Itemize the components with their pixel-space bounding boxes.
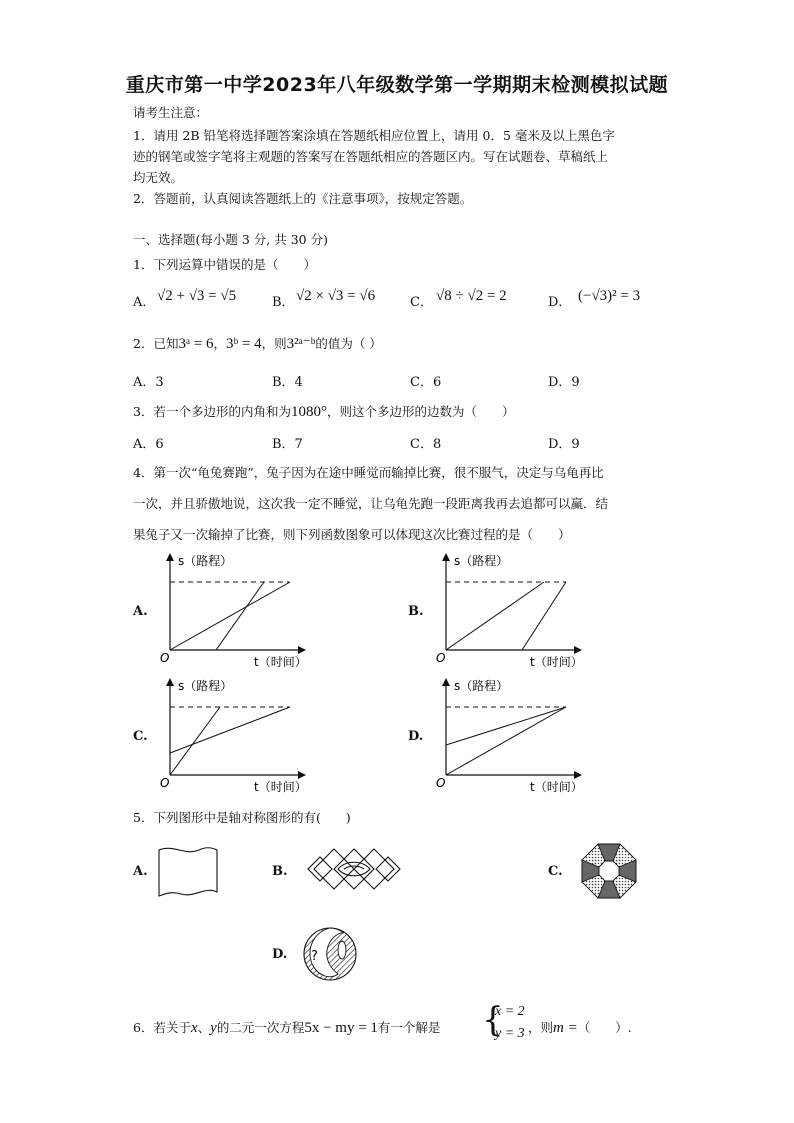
question-5-stem: 5．下列图形中是轴对称图形的有( ) xyxy=(133,810,351,825)
question-6-stem xyxy=(133,1018,440,1037)
q4-option-b-label: B. xyxy=(408,604,424,619)
q5-option-d-label: D. xyxy=(272,947,288,962)
notice-line-3: 均无效。 xyxy=(133,170,184,185)
graph-a-origin: O xyxy=(160,651,170,665)
question-2-stem xyxy=(133,334,382,353)
q5-figure-b-diamonds xyxy=(296,838,412,900)
q4-line-3: 果兔子又一次输掉了比赛，则下列函数图象可以体现这次比赛过程的是（ ） xyxy=(133,527,571,542)
q3-stem-a: 3．若一个多边形的内角和为 xyxy=(133,404,291,419)
graph-c-origin: O xyxy=(160,776,170,790)
q6-equation: 5x − my = 1 xyxy=(304,1020,378,1036)
q1-option-a-math: √2 + √3 = √5 xyxy=(157,288,237,304)
q5-figure-d-circle xyxy=(300,924,360,984)
q2-option-a: A．3 xyxy=(133,375,164,390)
q3-option-a: A．6 xyxy=(133,437,164,452)
graph-b-xlabel: t（时间） xyxy=(530,655,583,669)
graph-b-origin: O xyxy=(436,651,446,665)
q3-option-c: C．8 xyxy=(410,437,442,452)
q5-option-a-label: A. xyxy=(133,864,148,879)
q6-sep: 、 xyxy=(197,1020,211,1035)
q6-tail xyxy=(528,1018,632,1037)
q4-graph-d xyxy=(434,675,594,795)
q1-option-d-label: D． xyxy=(548,295,572,310)
q5-figure-a-banner xyxy=(155,842,221,902)
question-1-stem: 1．下列运算中错误的是（ ） xyxy=(133,257,316,272)
q4-option-d-label: D. xyxy=(408,729,424,744)
q2-option-d: D．9 xyxy=(548,375,580,390)
q5-figure-c-pinwheel xyxy=(578,840,640,902)
q6-var-y: y xyxy=(210,1020,217,1036)
notice-heading: 请考生注意： xyxy=(133,105,209,120)
graph-d-ylabel: s（路程） xyxy=(454,679,509,693)
q4-option-a-label: A. xyxy=(133,604,148,619)
notice-line-1: 1．请用 2B 铅笔将选择题答案涂填在答题纸相应位置上，请用 0．5 毫米及以上黑色字 xyxy=(133,128,615,143)
q2-option-c: C．6 xyxy=(410,375,442,390)
q6-solution-x: x = 2 xyxy=(495,1004,525,1019)
graph-d-origin: O xyxy=(436,776,446,790)
q2-eq-1: 3ᵃ = 6 xyxy=(178,336,214,352)
q6-var-x: x xyxy=(190,1020,198,1036)
q5-option-c-label: C. xyxy=(548,864,563,879)
q2-option-b: B．4 xyxy=(272,375,303,390)
q2-stem-c: 的值为（ ） xyxy=(315,336,382,351)
q4-graph-a xyxy=(158,550,318,670)
graph-c-ylabel: s（路程） xyxy=(178,679,233,693)
q3-angle: 1080° xyxy=(290,404,327,420)
question-3-stem xyxy=(133,402,514,421)
q2-eq-2: 3ᵇ = 4 xyxy=(226,336,262,352)
q1-option-b-math: √2 × √3 = √6 xyxy=(296,288,376,304)
q2-stem-a: 2．已知 xyxy=(133,336,179,351)
q6-brace: { xyxy=(482,1000,504,1040)
q4-graph-b xyxy=(434,550,594,670)
q6-solution-y: y = 3 xyxy=(495,1026,525,1041)
notice-line-4: 2．答题前，认真阅读答题纸上的《注意事项》，按规定答题。 xyxy=(133,191,473,206)
graph-a-xlabel: t（时间） xyxy=(254,655,307,669)
q4-graph-c xyxy=(158,675,318,795)
q6-stem-e: （ ）. xyxy=(577,1020,632,1035)
q6-stem-d: ，则 xyxy=(528,1020,554,1035)
q2-stem-b: ，则 xyxy=(261,336,287,351)
q6-stem-a: 6．若关于 xyxy=(133,1020,191,1035)
q3-option-d: D．9 xyxy=(548,437,580,452)
q1-option-b-label: B． xyxy=(272,295,295,310)
q2-expr: 3²ᵃ⁻ᵇ xyxy=(286,336,316,352)
page-title: 重庆市第一中学2023年八年级数学第一学期期末检测模拟试题 xyxy=(125,74,669,96)
graph-c-xlabel: t（时间） xyxy=(254,780,307,794)
q1-option-a-label: A． xyxy=(133,295,156,310)
q6-stem-c: 有一个解是 xyxy=(377,1020,441,1035)
q1-option-c-label: C． xyxy=(410,295,433,310)
graph-b-ylabel: s（路程） xyxy=(454,554,509,568)
q4-line-1: 4．第一次“龟兔赛跑”，兔子因为在途中睡觉而输掉比赛，很不服气，决定与乌龟再比 xyxy=(133,465,604,480)
q5-option-b-label: B. xyxy=(272,864,288,879)
q4-line-2: 一次，并且骄傲地说，这次我一定不睡觉，让乌龟先跑一段距离我再去追都可以赢．结 xyxy=(133,496,609,511)
q1-option-c-math: √8 ÷ √2 = 2 xyxy=(436,288,507,304)
figure-d-question-mark: ? xyxy=(311,949,318,964)
notice-line-2: 迹的钢笔或签字笔将主观题的答案写在答题纸相应的答题区内。写在试题卷、草稿纸上 xyxy=(133,149,609,164)
graph-d-xlabel: t（时间） xyxy=(530,780,583,794)
q6-stem-b: 的二元一次方程 xyxy=(216,1020,305,1035)
section-heading: 一、选择题(每小题 3 分, 共 30 分) xyxy=(133,232,328,247)
q2-sep: ， xyxy=(213,336,227,351)
q3-option-b: B．7 xyxy=(272,437,303,452)
graph-a-ylabel: s（路程） xyxy=(178,554,233,568)
q4-option-c-label: C. xyxy=(133,729,148,744)
q1-option-d-math: (−√3)² = 3 xyxy=(578,288,641,304)
q3-stem-b: ，则这个多边形的边数为（ ） xyxy=(326,404,515,419)
q6-var-m: m = xyxy=(553,1020,578,1036)
